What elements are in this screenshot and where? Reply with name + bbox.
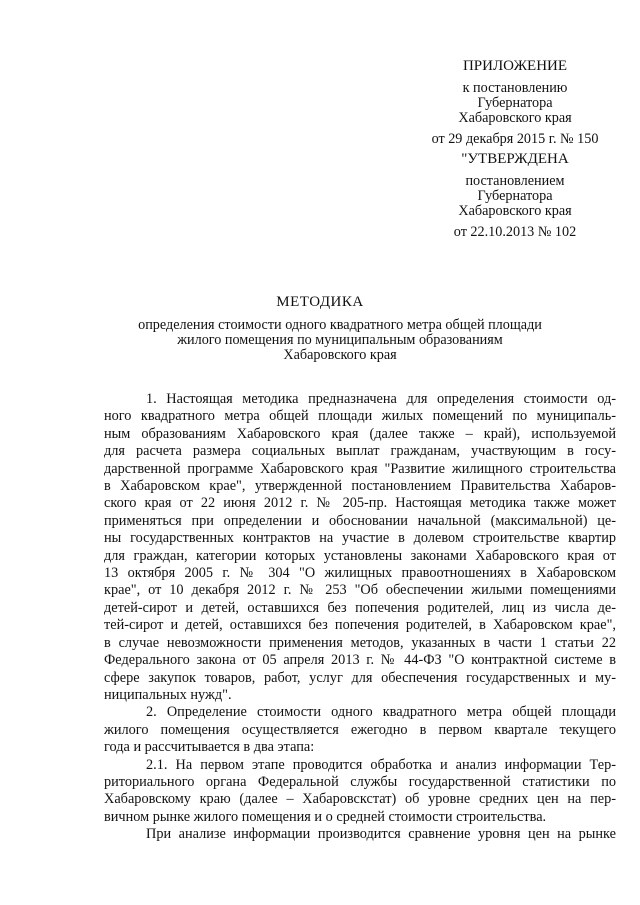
paragraph-line: 2.1. На первом этапе проводится обработка и анализ информации Тер-	[146, 756, 616, 773]
approved-title: "УТВЕРЖДЕНА	[461, 151, 569, 167]
approved-header	[400, 151, 630, 240]
paragraph-line: ского края от 22 июня 2012 г. № 205-пр. Настоящая методика также может	[104, 495, 616, 512]
approved-line: Губернатора	[477, 188, 553, 204]
paragraph	[104, 704, 616, 756]
appendix-line: Губернатора	[477, 95, 553, 111]
paragraph-line: сфере закупок товаров, работ, услуг для обеспечения государственных и му-	[104, 669, 616, 686]
paragraph-line: в случае невозможности применения методов, указанных в части 1 статьи 22	[104, 634, 616, 651]
subtitle-line: определения стоимости одного квадратного метра общей площади	[138, 317, 542, 333]
paragraph-line: жилого помещения осуществляется ежегодно в первом квартале текущего	[104, 721, 616, 738]
approved-date: от 22.10.2013 № 102	[453, 224, 577, 240]
subtitle-line: Хабаровского края	[283, 347, 397, 363]
appendix-header	[400, 58, 630, 147]
paragraph-line: вичном рынке жилого помещения и о средней стоимости строительства.	[104, 808, 547, 825]
paragraph-line: 2. Определение стоимости одного квадратного метра общей площади	[146, 704, 616, 721]
paragraph-line: детей-сирот и детей, оставшихся без попечения родителей, лиц из числа де-	[104, 599, 616, 616]
subtitle-line: жилого помещения по муниципальным образованиям	[177, 332, 503, 348]
paragraph-line: крае", от 10 декабря 2012 г. № 253 "Об обеспечении жилыми помещениями	[104, 582, 616, 599]
appendix-line: Хабаровского края	[458, 110, 572, 126]
paragraph-line: применяться при определении и обосновании начальной (максимальной) це-	[104, 512, 616, 529]
paragraph	[104, 757, 616, 827]
approved-line: постановлением	[465, 173, 565, 189]
document-body	[104, 391, 616, 844]
paragraph-line: тей-сирот и детей, оставшихся без попечения родителей, в Хабаровском крае",	[104, 617, 616, 634]
appendix-title: ПРИЛОЖЕНИЕ	[462, 58, 568, 74]
paragraph-line: риториального органа Федеральной службы государственной статистики по	[104, 773, 616, 790]
approved-line: Хабаровского края	[458, 203, 572, 219]
document-subtitle	[100, 318, 580, 363]
paragraph-line: в Хабаровском крае", утвержденной постановлением Правительства Хабаров-	[104, 478, 616, 495]
paragraph-line: Хабаровскому краю (далее – Хабаровскстат) об уровне средних цен на пер-	[104, 791, 616, 808]
paragraph-line: для граждан, категории которых установлены законами Хабаровского края от	[104, 547, 616, 564]
paragraph-line: При анализе информации производится сравнение уровня цен на рынке	[146, 826, 616, 843]
paragraph-line: Федерального закона от 05 апреля 2013 г. № 44-ФЗ "О контрактной системе в	[104, 652, 616, 669]
paragraph-line: для расчета размера социальных выплат гражданам, участвующим в госу-	[104, 443, 616, 460]
appendix-line: к постановлению	[462, 80, 568, 96]
paragraph-line: дарственной программе Хабаровского края "Развитие жилищного строительства	[104, 460, 616, 477]
paragraph-line: ниципальных нужд".	[104, 686, 232, 703]
document-title: МЕТОДИКА	[276, 294, 364, 310]
paragraph	[104, 391, 616, 704]
paragraph-line: 1. Настоящая методика предназначена для определения стоимости од-	[146, 391, 616, 407]
appendix-date: от 29 декабря 2015 г. № 150	[431, 131, 599, 147]
paragraph-line: ны государственных контрактов на участие в долевом строительстве квартир	[104, 530, 616, 547]
paragraph-line: года и рассчитывается в два этапа:	[104, 739, 315, 756]
paragraph-line: ным образованиям Хабаровского края (далее также – край), используемой	[104, 425, 616, 442]
paragraph-line: 13 октября 2005 г. № 304 "О жилищных правоотношениях в Хабаровском	[104, 565, 616, 582]
paragraph	[104, 826, 616, 843]
paragraph-line: ного квадратного метра общей площади жилых помещений по муниципаль-	[104, 408, 616, 425]
